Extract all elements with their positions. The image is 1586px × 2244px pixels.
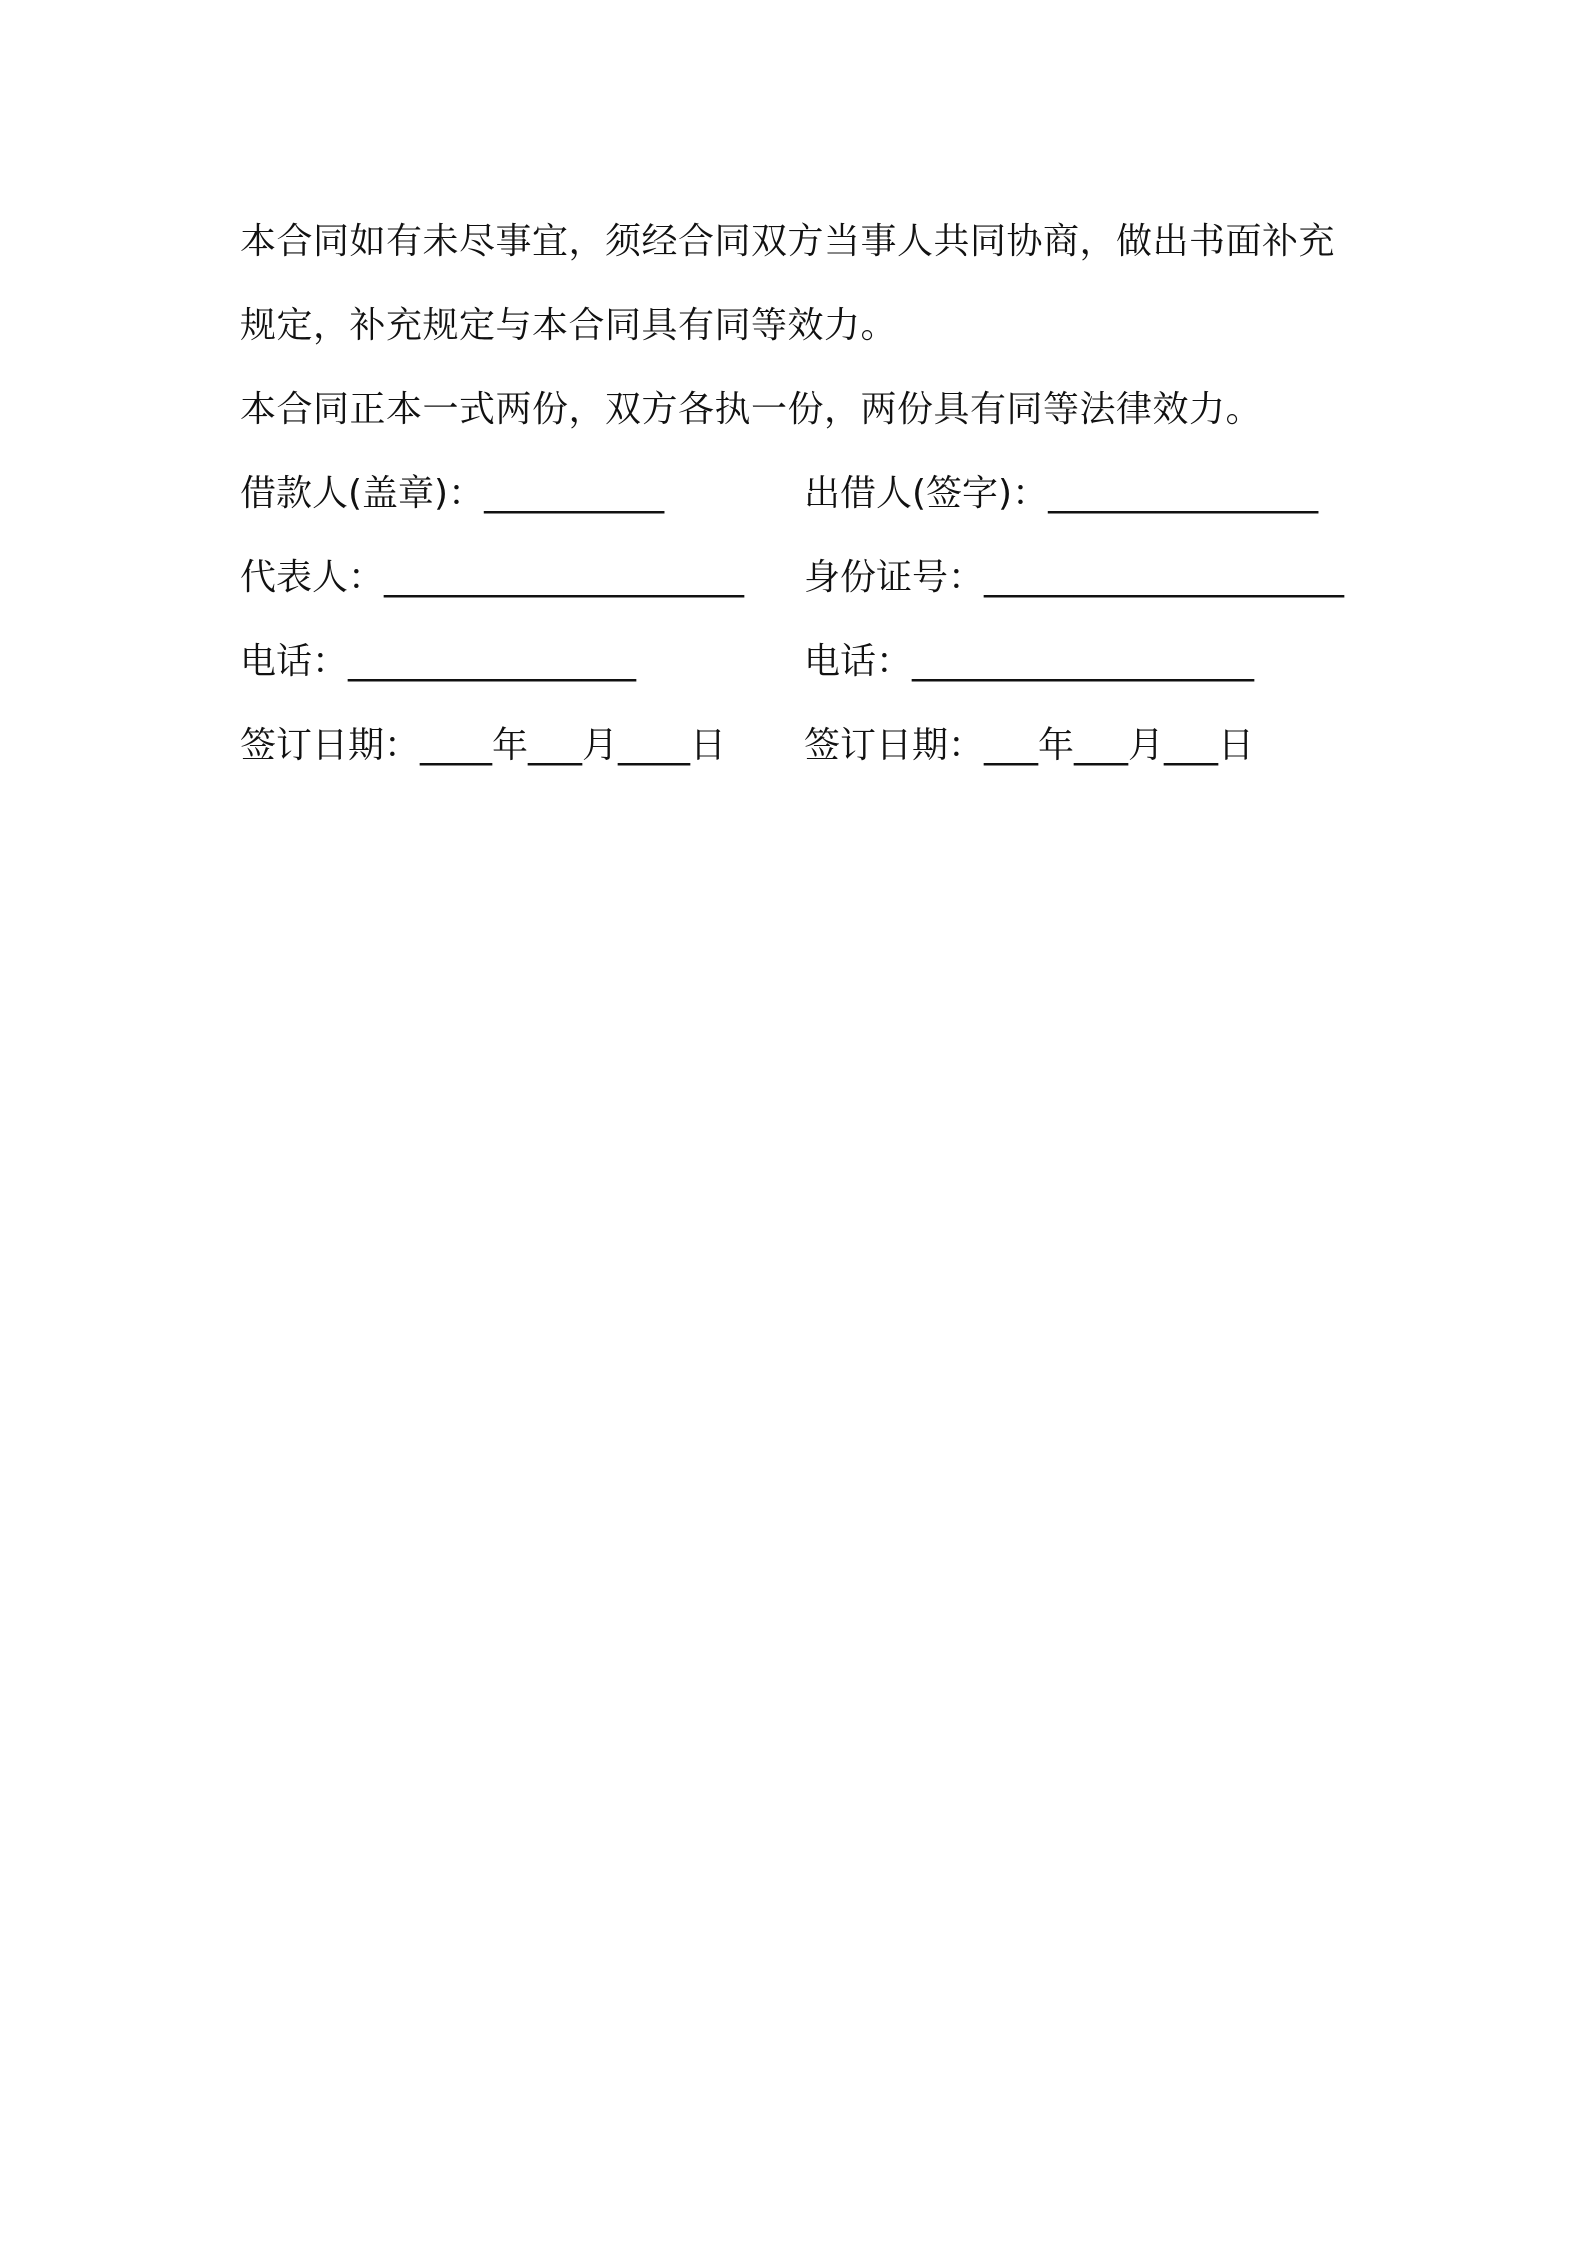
borrower-seal-field: 借款人(盖章)：__________	[240, 473, 665, 514]
borrower-phone-field: 电话：________________	[240, 641, 637, 682]
document-content	[240, 200, 1360, 788]
signature-row-borrower-lender	[240, 452, 1360, 536]
supplementary-clause-paragraph: 本合同如有未尽事宜，须经合同双方当事人共同协商，做出书面补充规定，补充规定与本合同具有同等效力。	[240, 221, 1336, 346]
lender-phone-field: 电话：___________________	[804, 641, 1255, 682]
lender-signature-field: 出借人(签字)：_______________	[804, 473, 1319, 514]
signature-row-phone	[240, 620, 1360, 704]
lender-sign-date-field: 签订日期：___年___月___日	[804, 725, 1255, 766]
copies-clause-paragraph: 本合同正本一式两份，双方各执一份，两份具有同等法律效力。	[240, 389, 1263, 430]
signature-row-date	[240, 704, 1360, 788]
borrower-sign-date-field: 签订日期：____年___月____日	[240, 725, 727, 766]
id-number-field: 身份证号：____________________	[804, 557, 1345, 598]
signature-row-representative-id	[240, 536, 1360, 620]
representative-field: 代表人：____________________	[240, 557, 745, 598]
